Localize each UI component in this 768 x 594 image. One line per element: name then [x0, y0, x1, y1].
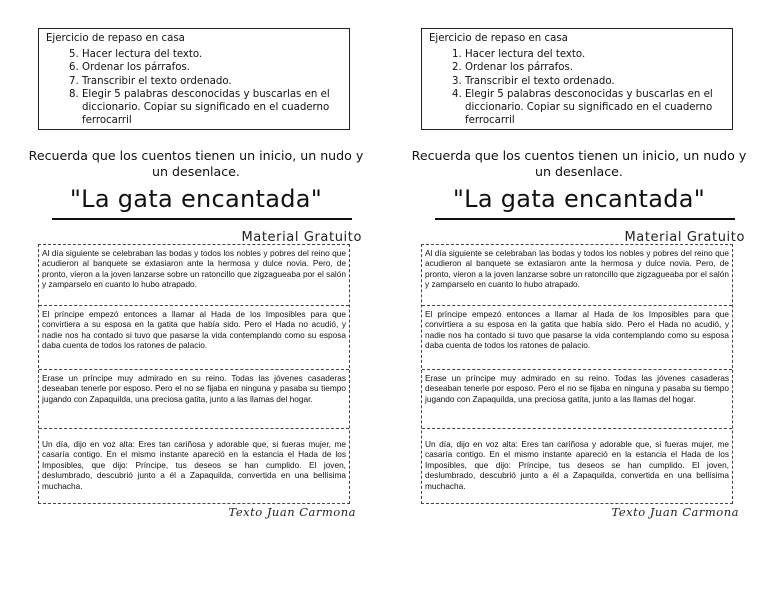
instructions-box	[421, 28, 733, 130]
instructions-box	[38, 28, 350, 130]
story-paragraph: Erase un príncipe muy admirado en su reino. Todas las jóvenes casaderas deseaban tenerle por esposo. Pero el no se fijaba en ninguna y pasaba su tiempo jugando con Zapaquilda, una preciosa gatita, junto a las llamas del hogar.	[39, 370, 349, 429]
instructions-list	[46, 48, 342, 127]
watermark-text: Material Gratuito	[241, 230, 362, 245]
title-underline	[435, 218, 735, 220]
story-title: "La gata encantada"	[452, 185, 706, 213]
story-title: "La gata encantada"	[69, 185, 323, 213]
story-paragraph: El príncipe empezó entonces a llamar al Hada de los Imposibles para que convirtiera a su esposa en la gatita que había sido. Pero el Hada no acudió, y nadie nos ha contado si tuvo que pasarse la vida contemplando como su esposa daba cuenta de todos los ratones de palacio.	[39, 306, 349, 370]
instruction-item: 1. Hacer lectura del texto.	[465, 48, 725, 61]
instruction-item: 7. Transcribir el texto ordenado.	[82, 75, 342, 88]
story-paragraphs	[421, 244, 733, 504]
title-underline	[52, 218, 352, 220]
story-paragraph: Un día, dijo en voz alta: Eres tan cariñosa y adorable que, si fueras mujer, me casaría contigo. En el mismo instante apareció en la estancia el Hada de los Imposibles, que dijo: Príncipe, tus deseos se han cumplido. El joven, deslumbrado, descubrió junto a él a Zapaquilda, convertida en una bellísima muchacha.	[425, 439, 729, 491]
story-paragraph: Al día siguiente se celebraban las bodas y todos los nobles y pobres del reino que acudieron al banquete se extasiaron ante la hermosa y dulce novia. Pero, de pronto, vieron a la joven lanzarse sobre un ratoncillo que zigzagueaba por el salón y zamparselo en cuanto lo hubo atrapado.	[422, 245, 732, 306]
instruction-item: 8. Elegir 5 palabras desconocidas y buscarlas en el diccionario. Copiar su significado en el cuaderno ferrocarril	[82, 88, 342, 128]
watermark-text: Material Gratuito	[624, 230, 745, 245]
story-paragraph: El príncipe empezó entonces a llamar al Hada de los Imposibles para que convirtiera a su esposa en la gatita que había sido. Pero el Hada no acudió, y nadie nos ha contado si tuvo que pasarse la vida contemplando como su esposa daba cuenta de todos los ratones de palacio.	[422, 306, 732, 370]
instructions-list	[429, 48, 725, 127]
author-signature: Texto Juan Carmona	[611, 505, 739, 519]
story-paragraph: Erase un príncipe muy admirado en su reino. Todas las jóvenes casaderas deseaban tenerle por esposo. Pero el no se fijaba en ninguna y pasaba su tiempo jugando con Zapaquilda, una preciosa gatita, junto a las llamas del hogar.	[422, 370, 732, 429]
instruction-item: 3. Transcribir el texto ordenado.	[465, 75, 725, 88]
instruction-item: 6. Ordenar los párrafos.	[82, 61, 342, 74]
story-paragraph: Al día siguiente se celebraban las bodas y todos los nobles y pobres del reino que acudieron al banquete se extasiaron ante la hermosa y dulce novia. Pero, de pronto, vieron a la joven lanzarse sobre un ratoncillo que zigzagueaba por el salón y zamparselo en cuanto lo hubo atrapado.	[39, 245, 349, 306]
instruction-item: 2. Ordenar los párrafos.	[465, 61, 725, 74]
story-paragraph: Un día, dijo en voz alta: Eres tan cariñosa y adorable que, si fueras mujer, me casaría contigo. En el mismo instante apareció en la estancia el Hada de los Imposibles, que dijo: Príncipe, tus deseos se han cumplido. El joven, deslumbrado, descubrió junto a él a Zapaquilda, convertida en una bellísima muchacha.	[42, 439, 346, 491]
instruction-item: 5. Hacer lectura del texto.	[82, 48, 342, 61]
instructions-title: Ejercicio de repaso en casa	[429, 33, 568, 44]
author-signature: Texto Juan Carmona	[228, 505, 356, 519]
worksheet-left	[22, 0, 362, 594]
story-structure-reminder: Recuerda que los cuentos tienen un inicio, un nudo y un desenlace.	[28, 148, 364, 179]
worksheet-right	[405, 0, 745, 594]
instructions-title: Ejercicio de repaso en casa	[46, 33, 185, 44]
instruction-item: 4. Elegir 5 palabras desconocidas y buscarlas en el diccionario. Copiar su significado en el cuaderno ferrocarril	[465, 88, 725, 128]
story-paragraphs	[38, 244, 350, 504]
story-structure-reminder: Recuerda que los cuentos tienen un inicio, un nudo y un desenlace.	[411, 148, 747, 179]
